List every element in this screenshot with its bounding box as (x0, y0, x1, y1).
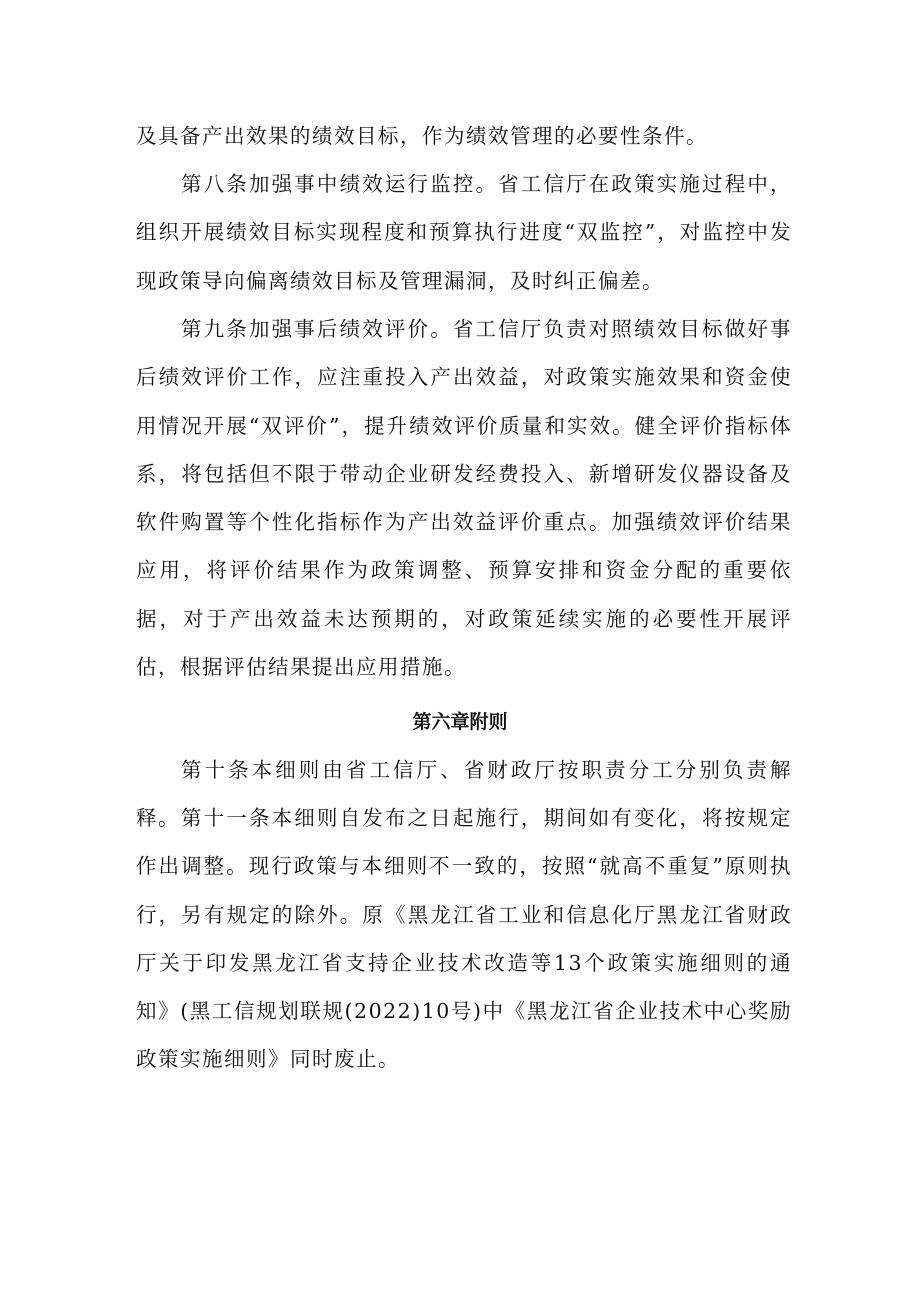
paragraph-article-8: 第八条加强事中绩效运行监控。省工信厅在政策实施过程中，组织开展绩效目标实现程度和预算执行进度“双监控”，对监控中发现政策导向偏离绩效目标及管理漏洞，及时纠正偏差。 (136, 172, 792, 293)
paragraph-article-11: 第十一条本细则自发布之日起施行，期间如有变化，将按规定作出调整。现行政策与本细则不一致的，按照“就高不重复”原则执行，另有规定的除外。原《黑龙江省工业和信息化厅黑龙江省财政厅关于印发黑龙江省支持企业技术改造等13个政策实施细则的通知》(黑工信规划联规(2022)10号)中《黑龙江省企业技术中心奖励政策实施细则》同时废止。 (136, 806, 792, 1072)
paragraph-article-9: 第九条加强事后绩效评价。省工信厅负责对照绩效目标做好事后绩效评价工作，应注重投入产出效益，对政策实施效果和资金使用情况开展“双评价”，提升绩效评价质量和实效。健全评价指标体系，将包括但不限于带动企业研发经费投入、新增研发仪器设备及软件购置等个性化指标作为产出效益评价重点。加强绩效评价结果应用，将评价结果作为政策调整、预算安排和资金分配的重要依据，对于产出效益未达预期的，对政策延续实施的必要性开展评估，根据评估结果提出应用措施。 (136, 317, 792, 680)
chapter-heading: 第六章附则 (412, 711, 508, 733)
paragraph-article-10: 第十条本细则由省工信厅、省财政厅按职责分工分别负责解释。 (136, 758, 792, 831)
paragraph-intro-continuation: 及具备产出效果的绩效目标，作为绩效管理的必要性条件。 (136, 124, 708, 148)
